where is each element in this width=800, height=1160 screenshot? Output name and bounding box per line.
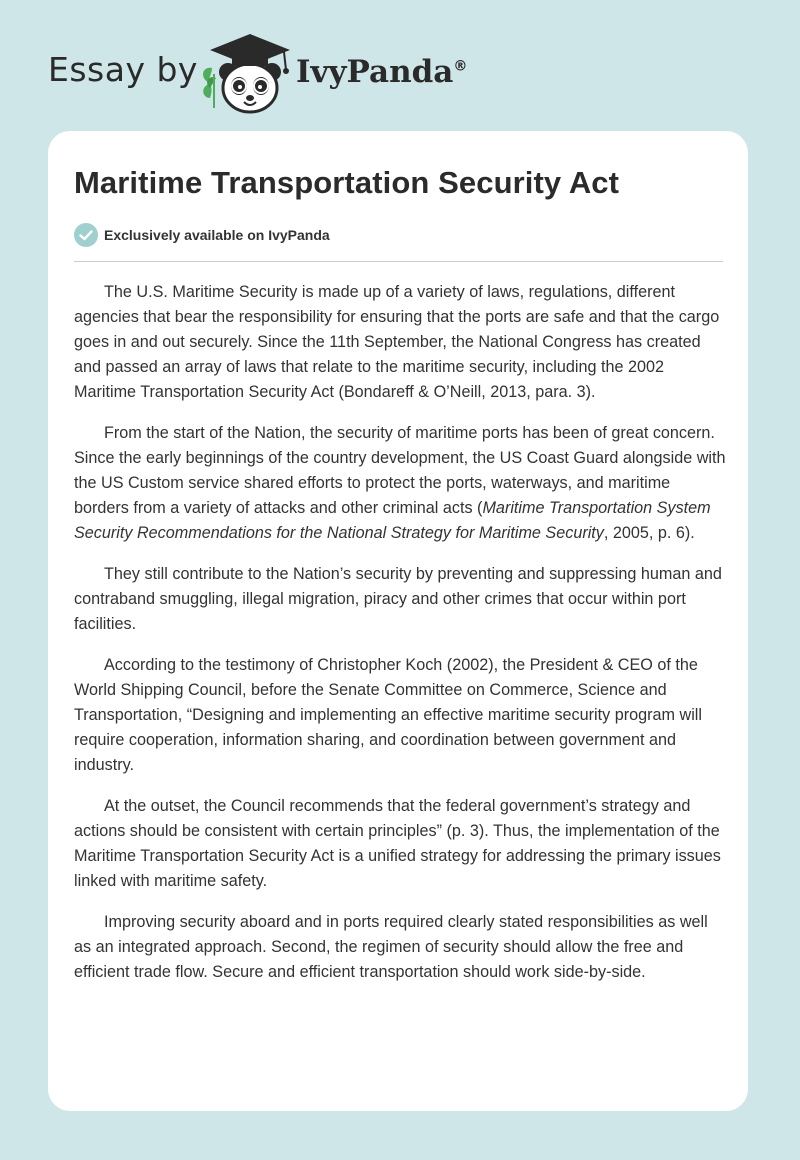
- brand-name-text: IvyPanda: [296, 54, 454, 90]
- paragraph-2-citation: , 2005, p. 6).: [603, 524, 695, 542]
- registered-mark: ®: [453, 58, 468, 75]
- paragraph-6: Improving security aboard and in ports required clearly stated responsibilities as well as an integrated approach. Second, the regimen of security should allow the free and efficient trade flow. Secure and efficient transportation should work side-by-side.: [74, 913, 708, 981]
- check-circle-icon: [74, 223, 98, 247]
- paragraph-2: [74, 421, 726, 546]
- divider: [74, 261, 723, 262]
- site-header: [48, 28, 508, 114]
- panda-logo-icon[interactable]: [198, 28, 294, 114]
- page-title: Maritime Transportation Security Act: [74, 165, 620, 200]
- paragraph-3: They still contribute to the Nation’s security by preventing and suppressing human and contraband smuggling, illegal migration, piracy and other crimes that occur within port facilities.: [74, 565, 722, 633]
- essay-card: [48, 131, 748, 1111]
- essay-by-label: Essay by: [48, 50, 198, 89]
- paragraph-2-text: From the start of the Nation, the security of maritime ports has been of great concern. Since the early beginnings of the country development, the US Coast Guard alongside with the US Custom service shared efforts to protect the ports, waterways, and maritime borders from a variety of attacks and other criminal acts (: [74, 424, 726, 517]
- paragraph-5: At the outset, the Council recommends that the federal government’s strategy and actions should be consistent with certain principles” (p. 3). Thus, the implementation of the Maritime Transportation Security Act is a unified strategy for addressing the primary issues linked with maritime safety.: [74, 797, 721, 890]
- paragraph-4: According to the testimony of Christopher Koch (2002), the President & CEO of the World Shipping Council, before the Senate Committee on Commerce, Science and Transportation, “Designing and implementing an effective maritime security program will require cooperation, information sharing, and coordination between government and industry.: [74, 656, 702, 774]
- essay-body: [74, 280, 726, 1001]
- exclusive-badge: [74, 222, 330, 248]
- exclusive-label: Exclusively available on IvyPanda: [104, 227, 330, 243]
- cited-title: Maritime Transportation System Security Recommendations for the National Strategy for Maritime Security: [74, 499, 711, 542]
- paragraph-1: The U.S. Maritime Security is made up of a variety of laws, regulations, different agencies that bear the responsibility for ensuring that the ports are safe and that the cargo goes in and out securely. Since the 11th September, the National Congress has created and passed an array of laws that relate to the maritime security, including the 2002 Maritime Transportation Security Act (Bondareff & O’Neill, 2013, para. 3).: [74, 283, 720, 401]
- brand-name[interactable]: [296, 54, 467, 90]
